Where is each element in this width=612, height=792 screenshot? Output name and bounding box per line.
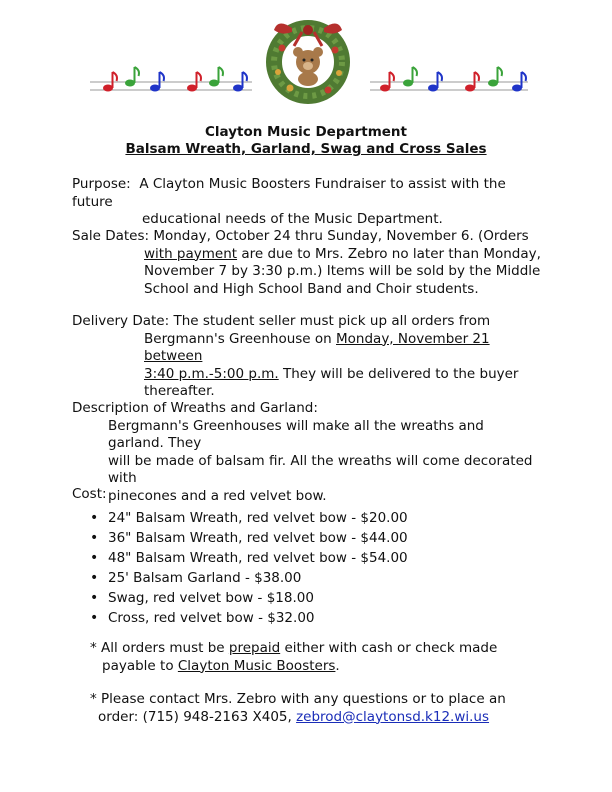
sale-dates-text-2-rest: are due to Mrs. Zebro no later than Monday,: [237, 245, 541, 262]
sale-dates-label: Sale Dates:: [72, 228, 150, 244]
delivery-text-1: The student seller must pick up all orders from: [173, 313, 491, 329]
prepaid-note: [90, 640, 560, 675]
delivery-text-3-rest: They will be delivered to the buyer: [278, 365, 519, 382]
music-note-icon: [403, 67, 417, 87]
contact-note: [90, 691, 570, 726]
list-item: • 24" Balsam Wreath, red velvet bow - $20.00: [72, 508, 542, 528]
prepaid-text-pre: * All orders must be: [90, 640, 229, 656]
payable-text-pre: payable to: [102, 657, 178, 674]
delivery-label: Delivery Date:: [72, 313, 170, 329]
description-text-1: Bergmann's Greenhouses will make all the wreaths and garland. They: [108, 417, 484, 451]
delivery-section: [72, 313, 542, 401]
delivery-text-4: thereafter.: [144, 383, 215, 399]
description-label: Description of Wreaths and Garland:: [72, 400, 318, 416]
music-staff-left: [90, 67, 252, 92]
delivery-date-emphasis: Monday, November 21 between: [144, 330, 490, 364]
prepaid-emphasis: prepaid: [228, 640, 281, 656]
sale-dates-text-1: Monday, October 24 thru Sunday, November 6. (Orders: [153, 228, 529, 244]
prepaid-text-rest: either with cash or check made: [280, 640, 498, 656]
cost-list: [72, 508, 542, 628]
music-note-icon: [209, 67, 223, 87]
music-note-icon: [488, 67, 502, 87]
sale-dates-section: [72, 228, 542, 298]
payable-emphasis: Clayton Music Boosters: [177, 657, 336, 674]
delivery-time-emphasis: 3:40 p.m.-5:00 p.m.: [144, 365, 279, 382]
music-note-icon: [125, 67, 139, 87]
list-item: • Cross, red velvet bow - $32.00: [72, 608, 542, 628]
purpose-label: Purpose:: [72, 176, 131, 192]
wreath-bear-icon: [274, 23, 342, 96]
description-text-2: will be made of balsam fir. All the wreaths will come decorated with: [108, 452, 533, 486]
sales-title: Balsam Wreath, Garland, Swag and Cross Sales: [125, 141, 487, 157]
cost-label: Cost:: [72, 486, 107, 502]
delivery-text-2: [72, 331, 542, 366]
purpose-text-1: A Clayton Music Boosters Fundraiser to assist with the future: [72, 176, 506, 210]
music-staff-right: [370, 67, 528, 92]
purpose-section: [72, 176, 542, 229]
sale-dates-text-4: School and High School Band and Choir students.: [144, 280, 479, 297]
payable-text-end: .: [335, 657, 340, 674]
contact-text-2: order: (715) 948-2163 X405,: [98, 708, 297, 725]
list-item: • 48" Balsam Wreath, red velvet bow - $54.00: [72, 548, 542, 568]
list-item: • 36" Balsam Wreath, red velvet bow - $44.00: [72, 528, 542, 548]
with-payment-emphasis: with payment: [144, 245, 238, 262]
cost-section: [72, 486, 542, 628]
sale-dates-text-3: November 7 by 3:30 p.m.) Items will be sold by the Middle: [144, 263, 541, 279]
delivery-text-3: [72, 366, 542, 384]
description-text-3: pinecones and a red velvet bow.: [108, 487, 327, 504]
purpose-text-2: educational needs of the Music Department.: [142, 211, 443, 227]
sale-dates-text-2: [72, 246, 542, 264]
delivery-text-2-pre: Bergmann's Greenhouse on: [144, 330, 337, 347]
list-item: • Swag, red velvet bow - $18.00: [72, 588, 542, 608]
email-link[interactable]: zebrod@claytonsd.k12.wi.us: [296, 708, 490, 725]
contact-text-1: * Please contact Mrs. Zebro with any questions or to place an: [90, 691, 506, 707]
header-decoration: [0, 0, 612, 110]
flyer-title: [0, 124, 612, 158]
department-title: Clayton Music Department: [204, 124, 407, 140]
list-item: • 25' Balsam Garland - $38.00: [72, 568, 542, 588]
